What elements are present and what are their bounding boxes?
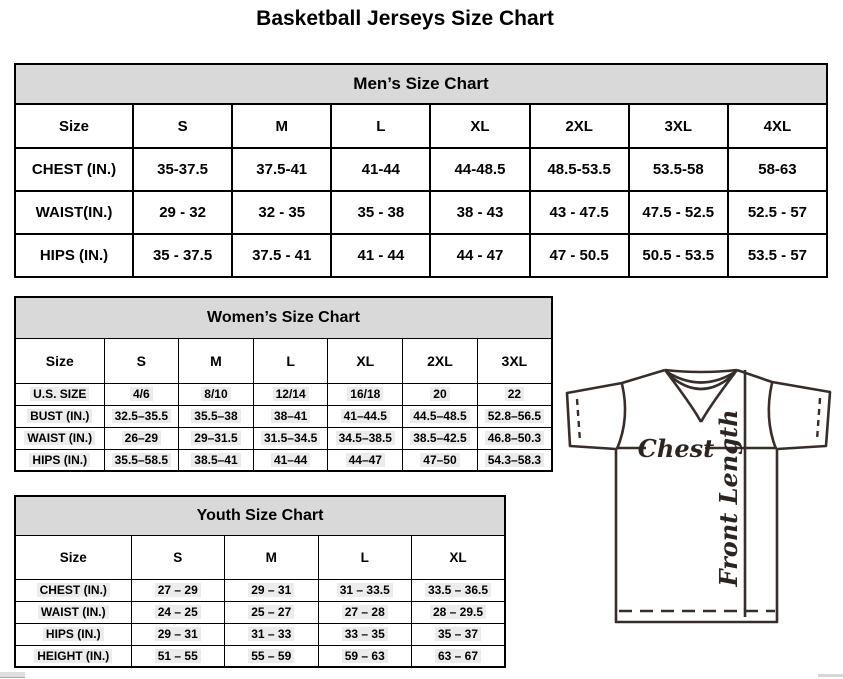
size-value-cell: 58-63 bbox=[728, 148, 827, 191]
size-value-cell: 47 - 50.5 bbox=[530, 234, 629, 277]
table-row bbox=[15, 449, 552, 471]
column-header: M bbox=[232, 104, 331, 148]
table-row bbox=[15, 623, 505, 645]
right-armhole-seam bbox=[769, 383, 776, 449]
size-value-cell: 35 - 38 bbox=[331, 191, 430, 234]
size-value-cell: 29 – 31 bbox=[131, 623, 225, 645]
right-sleeve-stitch bbox=[817, 398, 820, 440]
table-row bbox=[15, 191, 827, 234]
column-header: Size bbox=[15, 338, 104, 383]
column-header: XL bbox=[412, 535, 506, 579]
size-value-cell: 41-44 bbox=[331, 148, 430, 191]
size-value-cell: 22 bbox=[477, 383, 552, 405]
size-value-cell: 44-48.5 bbox=[430, 148, 529, 191]
row-label: CHEST (IN.) bbox=[15, 148, 133, 191]
size-value-cell: 44.5–48.5 bbox=[403, 405, 478, 427]
scrollbar-fragment-right bbox=[818, 674, 843, 677]
size-value-cell: 38–41 bbox=[253, 405, 328, 427]
size-value-cell: 20 bbox=[403, 383, 478, 405]
size-value-cell: 38.5–42.5 bbox=[403, 427, 478, 449]
front-length-label: Front Length bbox=[714, 409, 743, 587]
column-header: XL bbox=[328, 338, 403, 383]
size-value-cell: 31 – 33.5 bbox=[318, 579, 412, 601]
size-value-cell: 12/14 bbox=[253, 383, 328, 405]
size-value-cell: 29 – 31 bbox=[225, 579, 319, 601]
size-value-cell: 16/18 bbox=[328, 383, 403, 405]
youth-table-title: Youth Size Chart bbox=[15, 496, 505, 535]
column-header: 3XL bbox=[629, 104, 728, 148]
collar-v-left bbox=[665, 370, 701, 422]
youth-size-table bbox=[14, 495, 506, 668]
row-label: BUST (IN.) bbox=[15, 405, 104, 427]
collar-back-line bbox=[665, 370, 737, 372]
row-label: WAIST (IN.) bbox=[15, 427, 104, 449]
size-value-cell: 33 – 35 bbox=[318, 623, 412, 645]
table-row bbox=[15, 405, 552, 427]
column-header: Size bbox=[15, 535, 131, 579]
size-value-cell: 47.5 - 52.5 bbox=[629, 191, 728, 234]
row-label: HEIGHT (IN.) bbox=[15, 645, 131, 667]
mens-size-table bbox=[14, 63, 828, 278]
mens-table-title: Men’s Size Chart bbox=[15, 64, 827, 104]
row-label: HIPS (IN.) bbox=[15, 623, 131, 645]
size-value-cell: 31.5–34.5 bbox=[253, 427, 328, 449]
table-row bbox=[15, 427, 552, 449]
size-value-cell: 54.3–58.3 bbox=[477, 449, 552, 471]
table-row bbox=[15, 148, 827, 191]
size-value-cell: 35-37.5 bbox=[133, 148, 232, 191]
column-header: M bbox=[179, 338, 254, 383]
column-header: L bbox=[318, 535, 412, 579]
size-value-cell: 52.8–56.5 bbox=[477, 405, 552, 427]
size-value-cell: 4/6 bbox=[104, 383, 179, 405]
size-value-cell: 27 – 29 bbox=[131, 579, 225, 601]
size-value-cell: 35 - 37.5 bbox=[133, 234, 232, 277]
column-header: 2XL bbox=[403, 338, 478, 383]
left-armhole-seam bbox=[617, 384, 625, 449]
row-label: WAIST (IN.) bbox=[15, 601, 131, 623]
size-value-cell: 34.5–38.5 bbox=[328, 427, 403, 449]
size-value-cell: 48.5-53.5 bbox=[530, 148, 629, 191]
size-value-cell: 38 - 43 bbox=[430, 191, 529, 234]
size-value-cell: 29–31.5 bbox=[179, 427, 254, 449]
table-row bbox=[15, 645, 505, 667]
size-value-cell: 25 – 27 bbox=[225, 601, 319, 623]
size-value-cell: 37.5 - 41 bbox=[232, 234, 331, 277]
column-header: 3XL bbox=[477, 338, 552, 383]
size-value-cell: 38.5–41 bbox=[179, 449, 254, 471]
size-value-cell: 27 – 28 bbox=[318, 601, 412, 623]
size-value-cell: 41–44 bbox=[253, 449, 328, 471]
jersey-outline bbox=[567, 370, 830, 622]
size-value-cell: 43 - 47.5 bbox=[530, 191, 629, 234]
column-header: XL bbox=[430, 104, 529, 148]
size-value-cell: 59 – 63 bbox=[318, 645, 412, 667]
size-value-cell: 35.5–58.5 bbox=[104, 449, 179, 471]
row-label: HIPS (IN.) bbox=[15, 449, 104, 471]
column-header: S bbox=[131, 535, 225, 579]
size-value-cell: 53.5-58 bbox=[629, 148, 728, 191]
table-row bbox=[15, 601, 505, 623]
jersey-measurement-diagram bbox=[550, 355, 843, 635]
column-header: M bbox=[225, 535, 319, 579]
womens-table-title: Women’s Size Chart bbox=[15, 297, 552, 338]
column-header: S bbox=[104, 338, 179, 383]
size-value-cell: 32.5–35.5 bbox=[104, 405, 179, 427]
chest-label: Chest bbox=[637, 434, 715, 463]
size-value-cell: 29 - 32 bbox=[133, 191, 232, 234]
size-value-cell: 35.5–38 bbox=[179, 405, 254, 427]
size-value-cell: 37.5-41 bbox=[232, 148, 331, 191]
size-value-cell: 35 – 37 bbox=[412, 623, 506, 645]
row-label: WAIST(IN.) bbox=[15, 191, 133, 234]
row-label: U.S. SIZE bbox=[15, 383, 104, 405]
size-value-cell: 52.5 - 57 bbox=[728, 191, 827, 234]
size-value-cell: 63 – 67 bbox=[412, 645, 506, 667]
size-value-cell: 44 - 47 bbox=[430, 234, 529, 277]
size-value-cell: 8/10 bbox=[179, 383, 254, 405]
page-title: Basketball Jerseys Size Chart bbox=[256, 7, 554, 30]
table-row bbox=[15, 234, 827, 277]
size-value-cell: 50.5 - 53.5 bbox=[629, 234, 728, 277]
size-value-cell: 33.5 – 36.5 bbox=[412, 579, 506, 601]
size-value-cell: 31 – 33 bbox=[225, 623, 319, 645]
size-value-cell: 51 – 55 bbox=[131, 645, 225, 667]
column-header: L bbox=[253, 338, 328, 383]
table-row bbox=[15, 579, 505, 601]
column-header: L bbox=[331, 104, 430, 148]
size-value-cell: 46.8–50.3 bbox=[477, 427, 552, 449]
column-header: Size bbox=[15, 104, 133, 148]
table-row bbox=[15, 383, 552, 405]
column-header: 2XL bbox=[530, 104, 629, 148]
size-value-cell: 53.5 - 57 bbox=[728, 234, 827, 277]
size-value-cell: 47–50 bbox=[403, 449, 478, 471]
column-header: S bbox=[133, 104, 232, 148]
column-header: 4XL bbox=[728, 104, 827, 148]
size-value-cell: 41 - 44 bbox=[331, 234, 430, 277]
scrollbar-fragment-left bbox=[0, 672, 25, 678]
size-value-cell: 28 – 29.5 bbox=[412, 601, 506, 623]
womens-size-table bbox=[14, 296, 553, 472]
size-value-cell: 26–29 bbox=[104, 427, 179, 449]
size-value-cell: 41–44.5 bbox=[328, 405, 403, 427]
size-value-cell: 44–47 bbox=[328, 449, 403, 471]
size-value-cell: 32 - 35 bbox=[232, 191, 331, 234]
size-value-cell: 24 – 25 bbox=[131, 601, 225, 623]
row-label: CHEST (IN.) bbox=[15, 579, 131, 601]
size-value-cell: 55 – 59 bbox=[225, 645, 319, 667]
row-label: HIPS (IN.) bbox=[15, 234, 133, 277]
left-sleeve-stitch bbox=[577, 399, 580, 441]
